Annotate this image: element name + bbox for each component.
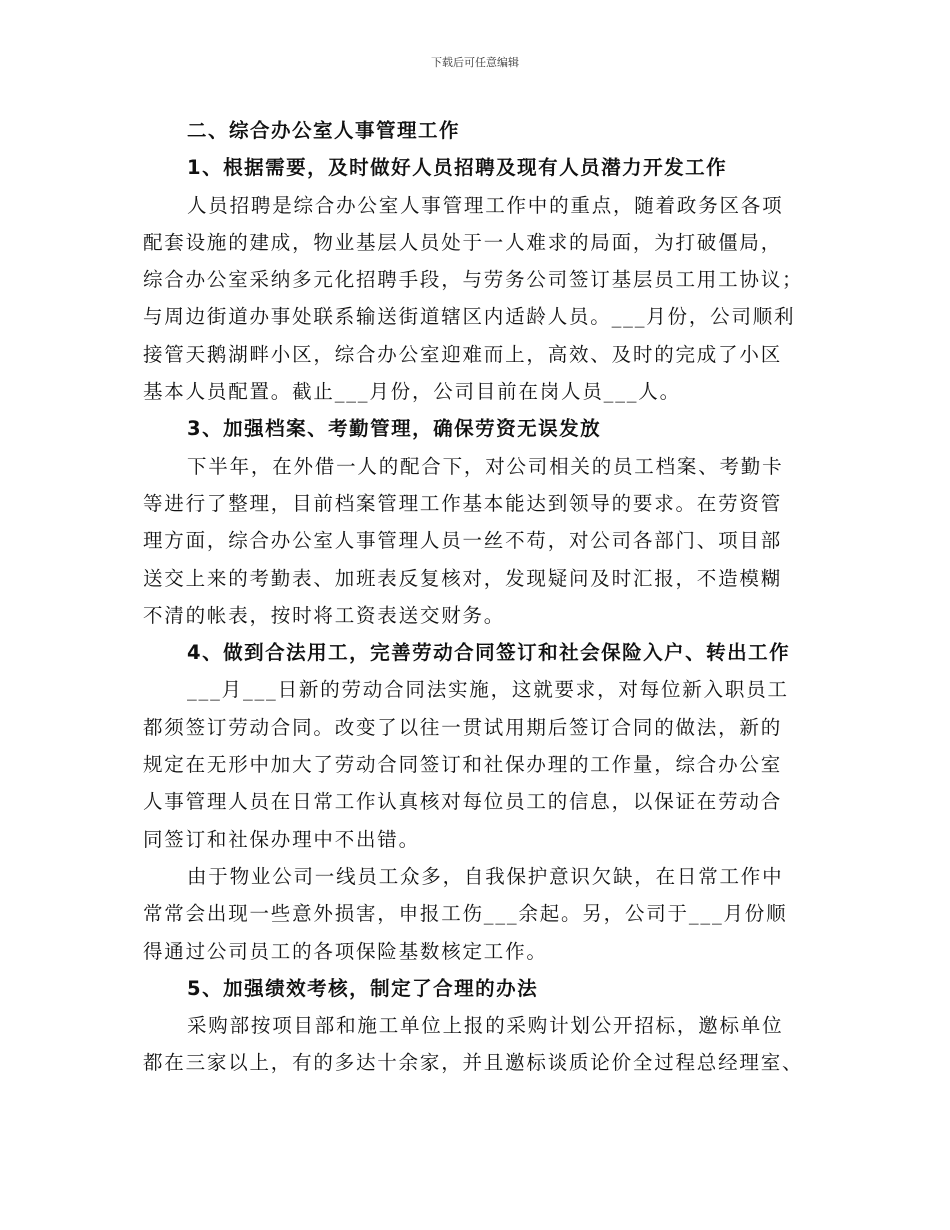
paragraph-line: 接管天鹅湖畔小区，综合办公室迎难而上，高效、及时的完成了小区	[143, 342, 783, 366]
paragraph-line: 常常会出现一些意外损害，申报工伤___余起。另，公司于___月份顺	[143, 902, 788, 926]
paragraph-line: 由于物业公司一线员工众多，自我保护意识欠缺，在日常工作中	[187, 864, 784, 888]
paragraph-line: 人员招聘是综合办公室人事管理工作中的重点，随着政务区各项	[187, 193, 784, 217]
subsection-heading: 3、加强档案、考勤管理，确保劳资无误发放	[187, 417, 602, 441]
paragraph-line: 得通过公司员工的各项保险基数核定工作。	[143, 939, 548, 963]
paragraph-line: 采购部按项目部和施工单位上报的采购计划公开招标，邀标单位	[187, 1014, 784, 1038]
paragraph-line: 配套设施的建成，物业基层人员处于一人难求的局面，为打破僵局，	[143, 230, 783, 254]
paragraph-line: 送交上来的考勤表、加班表反复核对，发现疑问及时汇报，不造模糊	[143, 566, 783, 590]
paragraph-line: 都在三家以上，有的多达十余家，并且邀标谈质论价全过程总经理室、	[143, 1051, 804, 1075]
paragraph-line: 都须签订劳动合同。改变了以往一贯试用期后签订合同的做法，新的	[143, 715, 783, 739]
paragraph-line: ___月___日新的劳动合同法实施，这就要求，对每位新入职员工	[187, 678, 789, 702]
paragraph-line: 基本人员配置。截止___月份，公司目前在岗人员___人。	[143, 380, 681, 404]
paragraph-line: 与周边街道办事处联系输送街道辖区内适龄人员。___月份，公司顺利	[143, 305, 796, 329]
document-body	[143, 112, 823, 1082]
paragraph-line: 不清的帐表，按时将工资表送交财务。	[143, 603, 506, 627]
paragraph-line: 等进行了整理，目前档案管理工作基本能达到领导的要求。在劳资管	[143, 491, 783, 515]
paragraph-line: 下半年，在外借一人的配合下，对公司相关的员工档案、考勤卡	[187, 454, 784, 478]
paragraph-line: 人事管理人员在日常工作认真核对每位员工的信息，以保证在劳动合	[143, 790, 783, 814]
subsection-heading: 1、根据需要，及时做好人员招聘及现有人员潜力开发工作	[187, 156, 728, 180]
paragraph-line: 规定在无形中加大了劳动合同签订和社保办理的工作量，综合办公室	[143, 753, 783, 777]
subsection-heading: 4、做到合法用工，完善劳动合同签订和社会保险入户、转出工作	[187, 641, 791, 665]
paragraph-line: 综合办公室采纳多元化招聘手段，与劳务公司签订基层员工用工协议；	[143, 268, 804, 292]
subsection-heading: 5、加强绩效考核，制定了合理的办法	[187, 976, 539, 1000]
header-note: 下载后可任意编辑	[431, 56, 519, 69]
paragraph-line: 同签订和社保办理中不出错。	[143, 827, 420, 851]
paragraph-line: 理方面，综合办公室人事管理人员一丝不苟，对公司各部门、项目部	[143, 529, 783, 553]
section-heading: 二、综合办公室人事管理工作	[187, 119, 461, 142]
